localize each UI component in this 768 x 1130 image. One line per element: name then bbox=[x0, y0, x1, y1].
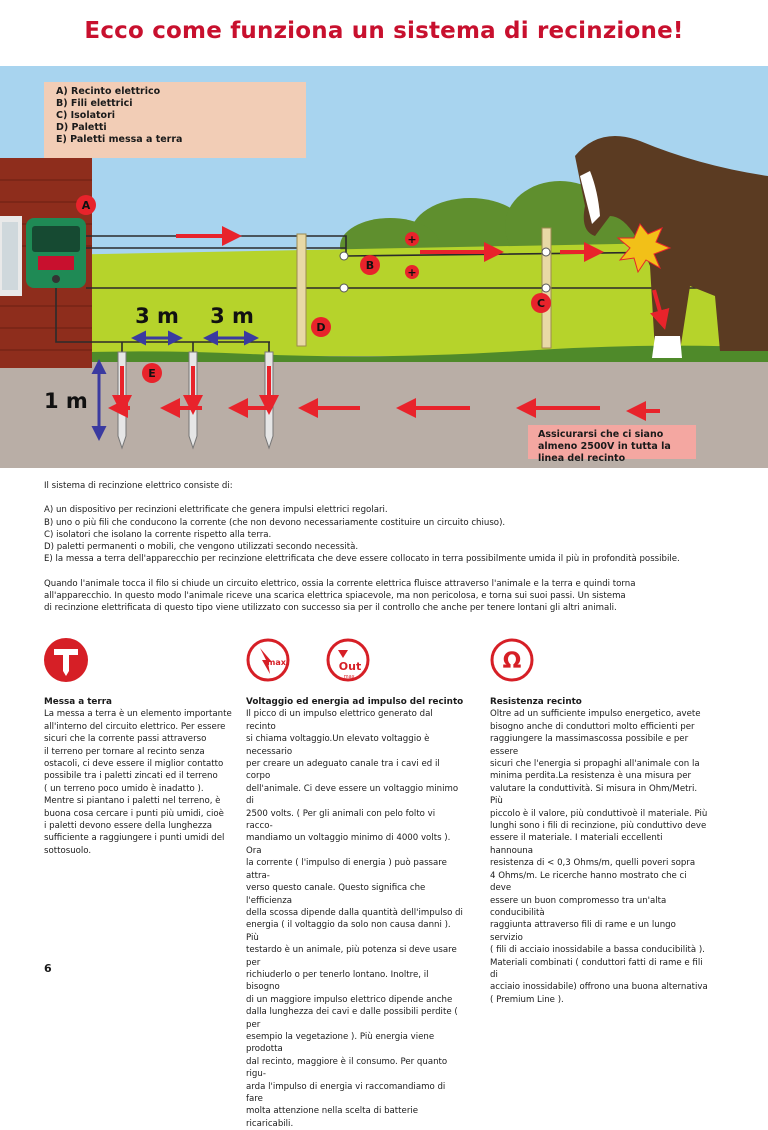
distance-label-2: 3 m bbox=[210, 304, 254, 328]
intro-paragraph-line: all'apparecchio. In questo modo l'animale riceve una scarica elettrica spiacevole, ma non pericolosa, e torna sui suoi passi. Un sistema bbox=[44, 591, 626, 602]
omega-text: Ω bbox=[502, 649, 522, 674]
column-resistance bbox=[490, 696, 708, 1006]
intro-item: E) la messa a terra dell'apparecchio per recinzione elettrificata che deve essere collocato in terra possibilmente umida il più in profondità possibile. bbox=[44, 554, 680, 565]
legend-item: A) Recinto elettrico bbox=[56, 86, 161, 97]
energizer-device bbox=[26, 218, 86, 288]
legend-box bbox=[44, 82, 306, 158]
column-voltage bbox=[246, 696, 464, 1130]
badge-e-text: E bbox=[148, 367, 156, 380]
voltage-max-icon bbox=[246, 638, 290, 682]
out-text: Out bbox=[338, 660, 362, 673]
legend-item: E) Paletti messa a terra bbox=[56, 134, 183, 145]
page-number: 6 bbox=[44, 962, 52, 975]
column-heading: Voltaggio ed energia ad impulso del recinto bbox=[246, 697, 464, 707]
voltage-note: Assicurarsi che ci siano almeno 2500V in tutta la linea del recinto bbox=[528, 425, 696, 459]
voltage-max-text: max. bbox=[267, 658, 289, 667]
badge-e bbox=[142, 363, 162, 383]
energy-out-icon bbox=[326, 638, 370, 682]
legend-item: C) Isolatori bbox=[56, 110, 116, 121]
distance-label-1: 3 m bbox=[135, 304, 179, 328]
badge-c bbox=[531, 293, 551, 313]
out-max-text: max. bbox=[343, 674, 357, 680]
grounding-icon bbox=[44, 638, 88, 682]
column-text: Il picco di un impulso elettrico generato dal recinto si chiama voltaggio.Un elevato voltaggio è necessario per creare un adeguato canale tra i cavi ed il corpo dell'animale. Ci deve essere un voltaggio minimo di 2500 volts. ( Per gli animali con pelo folto vi racco- mandiamo un voltaggio minimo di 4000 volts ). Ora la corrente ( l'impulso di energia ) può passare attra- verso questo canale. Questo significa che l'efficienza della scossa dipende dalla quantità dell'impulso di energia ( il voltaggio da solo non causa danni ). Più testardo è un animale, più potenza si deve usare per richiuderlo o per tenerlo lontano. Inoltre, il bisogno di un maggiore impulso elettrico dipende anche dalla lunghezza dei cavi e dalle possibili perdite ( per esempio la vegetazione ). Più energia viene prodotta dal recinto, maggiore è il consumo. Per quanto rigu- arda l'impulso di energia vi raccomandiamo di fare molta attenzione nella scelta di batterie ricaricabili. bbox=[246, 709, 463, 1129]
legend-item: D) Paletti bbox=[56, 122, 107, 133]
depth-label: 1 m bbox=[44, 389, 88, 413]
column-heading: Messa a terra bbox=[44, 697, 112, 707]
intro-item: D) paletti permanenti o mobili, che vengono utilizzati secondo necessità. bbox=[44, 542, 359, 553]
column-heading: Resistenza recinto bbox=[490, 697, 582, 707]
badge-b-text: B bbox=[365, 259, 375, 272]
badge-a bbox=[76, 195, 96, 215]
intro-section bbox=[44, 480, 734, 615]
column-grounding bbox=[44, 696, 262, 857]
intro-paragraph-line: di recinzione elettrificata di questo tipo viene utilizzato con successo sia per il controllo che anche per tenere lontani gli altri animali. bbox=[44, 603, 617, 614]
intro-heading: Il sistema di recinzione elettrico consiste di: bbox=[44, 481, 233, 491]
badge-b bbox=[360, 255, 380, 275]
plus-text-1: + bbox=[407, 233, 417, 246]
intro-item: C) isolatori che isolano la corrente rispetto alla terra. bbox=[44, 529, 272, 540]
intro-item: A) un dispositivo per recinzioni elettrificate che genera impulsi elettrici regolari. bbox=[44, 505, 388, 516]
page-title: Ecco come funziona un sistema di recinzione! bbox=[84, 18, 684, 44]
plus-badge-2 bbox=[405, 265, 419, 279]
legend-item: B) Fili elettrici bbox=[56, 98, 133, 109]
column-text: La messa a terra è un elemento importante all'interno del circuito elettrico. Per essere sicuri che la corrente passi attraverso il terreno per tornare al recinto senza ostacoli, ci deve essere il miglior contatto possibile tra i paletti zincati ed il terreno ( un terreno poco umido è inadatto ). Mentre si piantano i paletti nel terreno, è buona cosa cercare i punti più umidi, cioè i paletti devono essere della lunghezza sufficiente a raggiungere i punti umidi del sottosuolo. bbox=[44, 709, 232, 856]
badge-c-text: C bbox=[536, 297, 546, 310]
resistance-icon bbox=[490, 638, 534, 682]
badge-a-text: A bbox=[81, 199, 91, 212]
badge-d-text: D bbox=[316, 321, 326, 334]
plus-text-2: + bbox=[407, 266, 417, 279]
intro-paragraph-line: Quando l'animale tocca il filo si chiude un circuito elettrico, ossia la corrente elettrica fluisce attraverso l'animale e la terra e quindi torna bbox=[44, 578, 636, 589]
column-text: Oltre ad un sufficiente impulso energetico, avete bisogno anche di conduttori molto efficienti per raggiungere la massimascossa possibile e per essere sicuri che l'energia si propaghi all'animale con la minima perdita.La resistenza è una misura per valutare la conduttività. Si misura in Ohm/Metri. Più piccolo è il valore, più conduttivoè il materiale. Più lunghi sono i fili di recinzione, più conduttivo deve essere il materiale. I materiali eccellenti hannouna resistenza di < 0,3 Ohms/m, quelli poveri sopra 4 Ohms/m. Le ricerche hanno mostrato che ci deve essere un buon compromesso tra un'alta conducibilità raggiunta attraverso fili di rame e un lungo servizio ( fili di acciaio inossidabile a bassa conducibilità ). Materiali combinati ( conduttori fatti di rame e fili di acciaio inossidabile) offrono una buona alternativa ( Premium Line ). bbox=[490, 709, 708, 1005]
plus-badge-1 bbox=[405, 232, 419, 246]
intro-item: B) uno o più fili che conducono la corrente (che non devono necessariamente costituire un circuito chiuso). bbox=[44, 517, 506, 528]
badge-d bbox=[311, 317, 331, 337]
